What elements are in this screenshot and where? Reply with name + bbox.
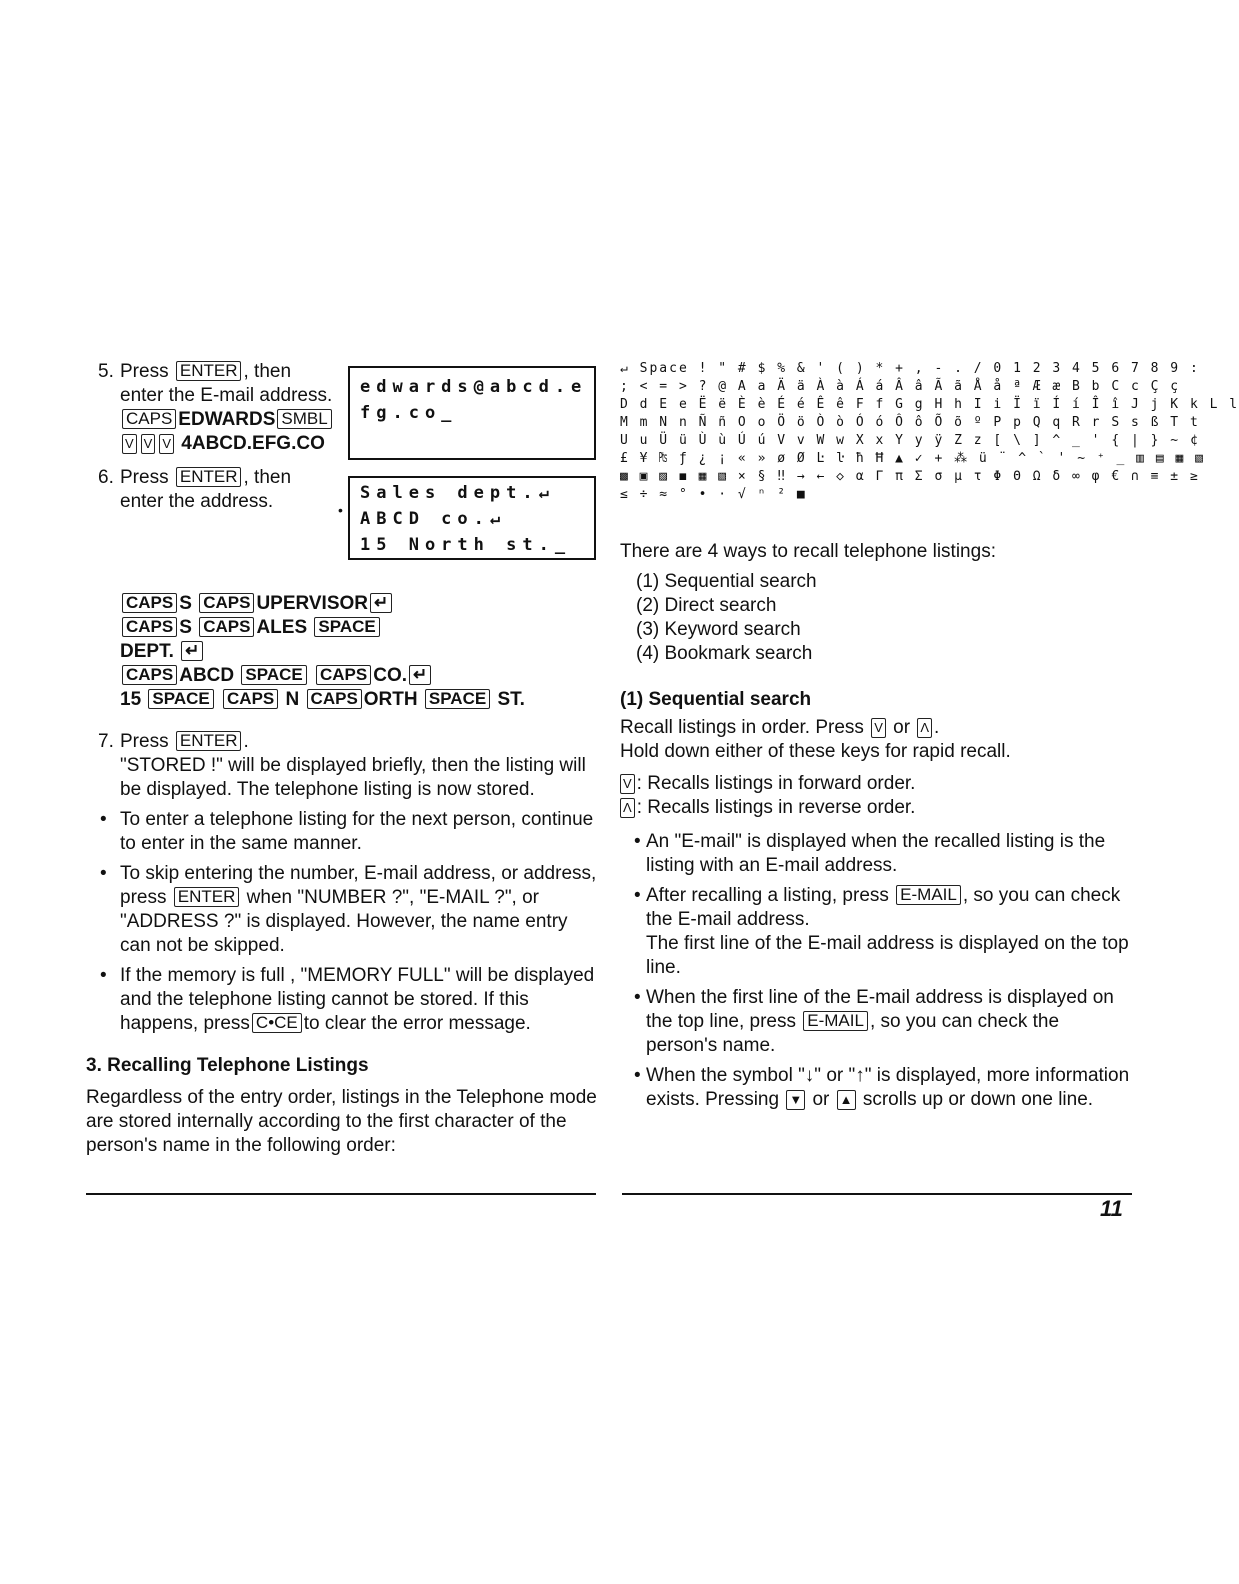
lcd-marker: • <box>338 502 343 518</box>
bullet-text: scrolls up or down one line. <box>862 1089 1094 1110</box>
bullet-item <box>620 830 1135 878</box>
step-7: 7. Press ENTER . "STORED !" will be displayed briefly, then the listing will be displayed. The telephone listing is now stored. <box>98 731 586 800</box>
space-key: SPACE <box>241 665 306 685</box>
step-text: , then <box>243 467 292 488</box>
caps-key: CAPS <box>199 617 254 637</box>
key-text: ABCD <box>179 665 235 686</box>
key-text: S <box>179 617 192 638</box>
step-text: "STORED !" will be displayed briefly, then the listing will be displayed. The telephone listing is now stored. <box>120 755 586 800</box>
charset-row: D d E e Ë ë È è É é Ê ê F f G g H h I i Ï ï Í í Î î J j K k L l <box>620 397 1239 412</box>
section-title: (1) Sequential search <box>620 689 812 710</box>
ways-intro: There are 4 ways to recall telephone listings: <box>620 541 996 562</box>
bullet-text: An "E-mail" is displayed when the recalled listing is the listing with an E-mail address. <box>646 831 1106 876</box>
right-column <box>620 360 1239 1112</box>
step-text: Press <box>120 467 169 488</box>
bullet-text: To skip entering the number, E-mail address, or address, press <box>120 863 597 908</box>
key-text: 15 <box>120 689 142 710</box>
key-text: UPERVISOR <box>256 593 369 614</box>
key-text: N <box>285 689 300 710</box>
key-sequence-line <box>120 640 598 664</box>
forward-line <box>620 772 1135 796</box>
email-key: E-MAIL <box>803 1011 868 1031</box>
enter-key: ENTER <box>174 887 240 907</box>
charset-row: £ ¥ ₧ ƒ ¿ ¡ « » ø Ø Ŀ ŀ ħ Ħ ▲ ✓ + ⁂ ü ¨ ^ ` ' ~ ⁺ _ ▥ ▤ ▦ ▧ <box>620 451 1205 466</box>
step-text: , then <box>243 361 292 382</box>
down-arrow-key: V <box>159 434 174 454</box>
down-arrow-key: V <box>141 434 156 454</box>
step-text: Press <box>120 361 169 382</box>
step-number: 5. <box>98 361 114 382</box>
key-sequence-line <box>120 616 598 640</box>
caps-key: CAPS <box>122 409 176 429</box>
bullet-item <box>620 884 1135 980</box>
ways-item: (3) Keyword search <box>636 619 801 640</box>
bullet-text: The first line of the E-mail address is displayed on the top line. <box>646 933 1129 978</box>
key-text: ORTH <box>363 689 418 710</box>
ways-list <box>620 570 1135 666</box>
enter-key: ENTER <box>176 467 242 487</box>
bullet-text: to clear the error message. <box>303 1013 531 1034</box>
up-arrow-key: Λ <box>620 798 635 818</box>
enter-arrow-key: ↵ <box>409 665 431 685</box>
ways-item: (1) Sequential search <box>636 571 817 592</box>
key-text: DEPT. <box>120 641 174 662</box>
charset-row: ; < = > ? @ A a Ä ä À à Á á Â â Ã ã Å å ª Æ æ B b C c Ç ç <box>620 379 1181 394</box>
sequential-text: Recall listings in order. Press V or Λ . <box>620 717 940 738</box>
bullet-item <box>620 986 1135 1058</box>
key-sequence: 4ABCD.EFG.CO <box>181 433 325 454</box>
bullet-text: After recalling a listing, press <box>646 885 889 906</box>
bullet-text: If the memory is full , "MEMORY FULL" will be displayed and the telephone listing cannot be stored. If this happens, press <box>120 965 595 1034</box>
bullet-text: When the first line of the E-mail address is displayed on the top line, press <box>646 987 1114 1032</box>
text: or <box>893 717 911 738</box>
enter-arrow-key: ↵ <box>370 593 392 613</box>
lcd-line: edwards@abcd.e <box>360 377 588 397</box>
bullet-item <box>620 1064 1135 1112</box>
caps-key: CAPS <box>122 665 177 685</box>
ways-item: (4) Bookmark search <box>636 643 813 664</box>
footer-rule-left <box>86 1193 596 1195</box>
bullet-item <box>86 862 598 958</box>
bullet-text: When the symbol "↓" or "↑" is displayed, more information exists. Pressing <box>646 1065 1130 1110</box>
section-title: 3. Recalling Telephone Listings <box>86 1055 369 1076</box>
key-text: ST. <box>497 689 525 710</box>
lcd-line: Sales dept.↵ <box>360 483 555 503</box>
left-column <box>86 360 598 1158</box>
ways-item: (2) Direct search <box>636 595 777 616</box>
bullet-text: , so you can check the person's name. <box>646 1011 1060 1056</box>
key-sequence: EDWARDS <box>178 409 276 430</box>
key-text: S <box>179 593 192 614</box>
caps-key: CAPS <box>223 689 278 709</box>
space-key: SPACE <box>148 689 213 709</box>
lcd-line: fg.co_ <box>360 403 458 423</box>
lcd-line: 15 North st._ <box>360 535 572 555</box>
bullet-text: , so you can check the E-mail address. <box>646 885 1121 930</box>
key-text: CO. <box>373 665 408 686</box>
step-number: 6. <box>98 467 114 488</box>
bullet-text: when "NUMBER ?", "E-MAIL ?", or "ADDRESS ?" is displayed. However, the name entry can not be skipped. <box>120 887 568 956</box>
step-6 <box>86 466 378 514</box>
charset-row: ▩ ▣ ▨ ◼ ▦ ▧ × § ‼ → ← ◇ α Γ π Σ σ μ τ Φ Θ Ω δ ∞ φ € ∩ ≡ ± ≥ <box>620 469 1200 484</box>
clear-key: C•CE <box>252 1013 302 1033</box>
space-key: SPACE <box>425 689 490 709</box>
scroll-up-key: ▲ <box>837 1090 856 1110</box>
space-key: SPACE <box>314 617 379 637</box>
text: Recall listings in order. Press <box>620 717 864 738</box>
smbl-key: SMBL <box>277 409 331 429</box>
email-key: E-MAIL <box>896 885 961 905</box>
step-text: enter the address. <box>120 491 274 512</box>
step-text: Press <box>120 731 169 752</box>
charset-row: ≤ ÷ ≈ ° • · √ ⁿ ² ■ <box>620 487 807 502</box>
key-sequence-line <box>120 688 598 712</box>
key-sequence-line <box>120 664 598 688</box>
reverse-line <box>620 796 1135 820</box>
text: : Recalls listings in forward order. <box>636 773 916 794</box>
key-sequence-line <box>120 592 598 616</box>
caps-key: CAPS <box>307 689 362 709</box>
text: : Recalls listings in reverse order. <box>636 797 916 818</box>
section-text: Regardless of the entry order, listings in the Telephone mode are stored internally according to the first character of the person's name in the following order: <box>86 1087 597 1156</box>
down-arrow-key: V <box>871 718 886 738</box>
caps-key: CAPS <box>199 593 254 613</box>
caps-key: CAPS <box>122 617 177 637</box>
bullet-text: or <box>812 1089 830 1110</box>
step-number: 7. <box>98 731 114 752</box>
enter-arrow-key: ↵ <box>181 641 203 661</box>
down-arrow-key: V <box>620 774 635 794</box>
lcd-line: ABCD co.↵ <box>360 509 507 529</box>
down-arrow-key: V <box>122 434 137 454</box>
footer-rule-right <box>622 1193 1132 1195</box>
key-text: ALES <box>256 617 308 638</box>
page-number: 11 <box>1100 1196 1123 1221</box>
charset-row: U u Ü ü Ù ù Ú ú V v W w X x Y y ÿ Z z [ \ ] ^ _ ' { | } ~ ¢ <box>620 433 1200 448</box>
lcd-display-email <box>348 366 596 460</box>
bullet-text: To enter a telephone listing for the next person, continue to enter in the same manner. <box>120 809 594 854</box>
bullet-item <box>86 808 598 856</box>
charset-row: ↵ Space ! " # $ % & ' ( ) * + , - . / 0 1 2 3 4 5 6 7 8 9 : <box>620 361 1200 376</box>
charset-row: M m N n Ñ ñ O o Ö ö Ò ò Ó ó Ô ô Õ õ º P p Q q R r S s ß T t <box>620 415 1200 430</box>
sequential-text: Hold down either of these keys for rapid recall. <box>620 741 1011 762</box>
bullet-item <box>86 964 598 1036</box>
lcd-display-address <box>348 476 596 560</box>
step-5 <box>86 360 378 456</box>
key-sequence-block <box>86 592 598 712</box>
up-arrow-key: Λ <box>917 718 932 738</box>
caps-key: CAPS <box>316 665 371 685</box>
step-text: enter the E-mail address. <box>120 385 333 406</box>
scroll-down-key: ▼ <box>786 1090 805 1110</box>
enter-key: ENTER <box>176 731 242 751</box>
charset-table <box>620 360 1239 520</box>
enter-key: ENTER <box>176 361 242 381</box>
caps-key: CAPS <box>122 593 177 613</box>
